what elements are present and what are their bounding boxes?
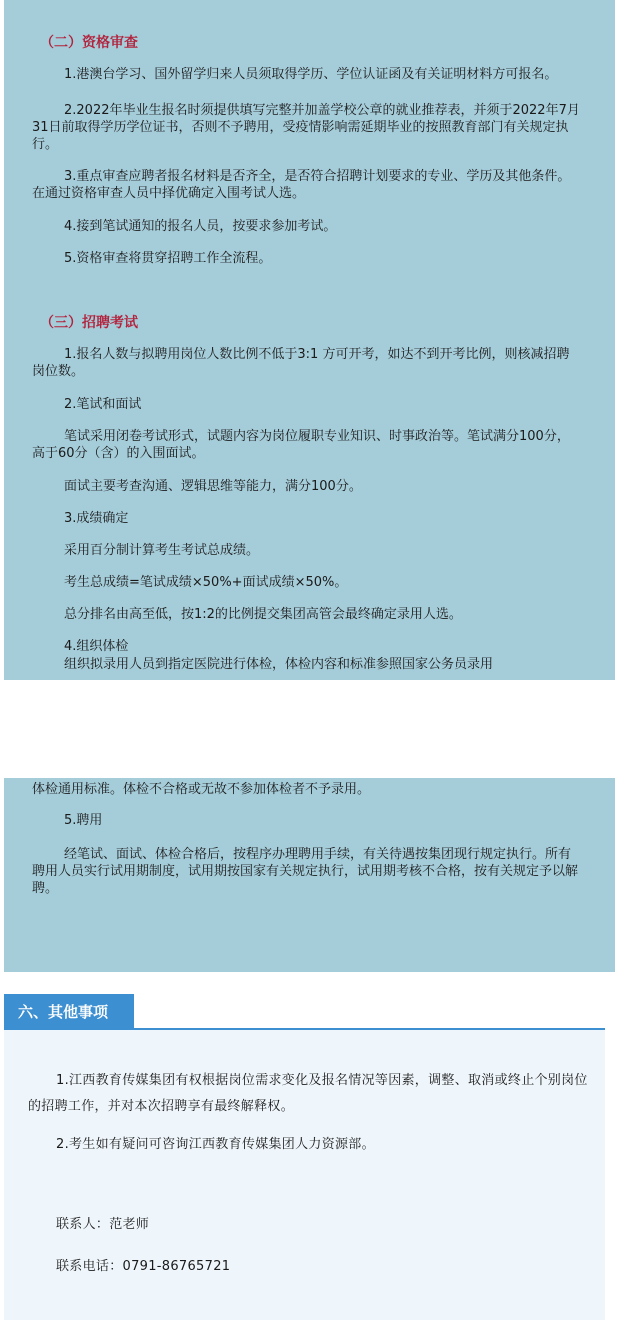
section3-item-8: 总分排名由高至低，按1:2的比例提交集团高管会最终确定录用人选。 bbox=[64, 607, 462, 622]
contact-phone: 联系电话：0791-86765721 bbox=[56, 1259, 231, 1274]
section2-item-5: 5.资格审查将贯穿招聘工作全流程。 bbox=[64, 251, 272, 266]
section2-item-4: 4.接到笔试通知的报名人员，按要求参加考试。 bbox=[64, 219, 337, 234]
section6-item-2: 2.考生如有疑问可咨询江西教育传媒集团人力资源部。 bbox=[56, 1137, 375, 1152]
section3-item-6: 采用百分制计算考生考试总成绩。 bbox=[64, 543, 260, 558]
section2-item-1: 1.港澳台学习、国外留学归来人员须取得学历、学位认证函及有关证明材料方可报名。 bbox=[64, 67, 558, 82]
section3-item-9: 4.组织体检 bbox=[64, 639, 129, 654]
section2-heading: （二）资格审查 bbox=[40, 35, 138, 51]
section2-item-2: 2.2022年毕业生报名时须提供填写完整并加盖学校公章的就业推荐表，并须于2022年7月31日前取得学历学位证书，否则不予聘用，受疫情影响需延期毕业的按照教育部门有关规定执行。 bbox=[32, 103, 580, 152]
contact-person: 联系人：范老师 bbox=[56, 1217, 150, 1232]
section3-cont-item-1: 体检通用标准。体检不合格或无故不参加体检者不予录用。 bbox=[32, 782, 371, 797]
section3-item-2: 2.笔试和面试 bbox=[64, 397, 142, 412]
section3-item-3: 笔试采用闭卷考试形式，试题内容为岗位履职专业知识、时事政治等。笔试满分100分，高于60分（含）的入围面试。 bbox=[32, 429, 570, 461]
section3-item-1: 1.报名人数与拟聘用岗位人数比例不低于3:1 方可开考，如达不到开考比例，则核减招聘岗位数。 bbox=[32, 347, 570, 379]
section3-item-7: 考生总成绩=笔试成绩×50%+面试成绩×50%。 bbox=[64, 575, 348, 590]
section3-item-4: 面试主要考查沟通、逻辑思维等能力，满分100分。 bbox=[64, 479, 362, 494]
section6-content-box bbox=[4, 1030, 605, 1320]
section3-item-10: 组织拟录用人员到指定医院进行体检，体检内容和标准参照国家公务员录用 bbox=[64, 657, 494, 672]
section3-heading: （三）招聘考试 bbox=[40, 315, 138, 331]
section3-item-5: 3.成绩确定 bbox=[64, 511, 129, 526]
section2-item-3: 3.重点审查应聘者报名材料是否齐全，是否符合招聘计划要求的专业、学历及其他条件。在通过资格审查人员中择优确定入围考试人选。 bbox=[32, 169, 571, 201]
section3-cont-item-3: 经笔试、面试、体检合格后，按程序办理聘用手续，有关待遇按集团现行规定执行。所有聘用人员实行试用期制度，试用期按国家有关规定执行，试用期考核不合格，按有关规定予以解聘。 bbox=[32, 847, 579, 896]
section6-item-1: 1.江西教育传媒集团有权根据岗位需求变化及报名情况等因素，调整、取消或终止个别岗位的招聘工作，并对本次招聘享有最终解释权。 bbox=[28, 1073, 588, 1114]
section6-tab-title: 六、其他事项 bbox=[4, 994, 134, 1030]
section3-cont-item-2: 5.聘用 bbox=[64, 813, 103, 828]
